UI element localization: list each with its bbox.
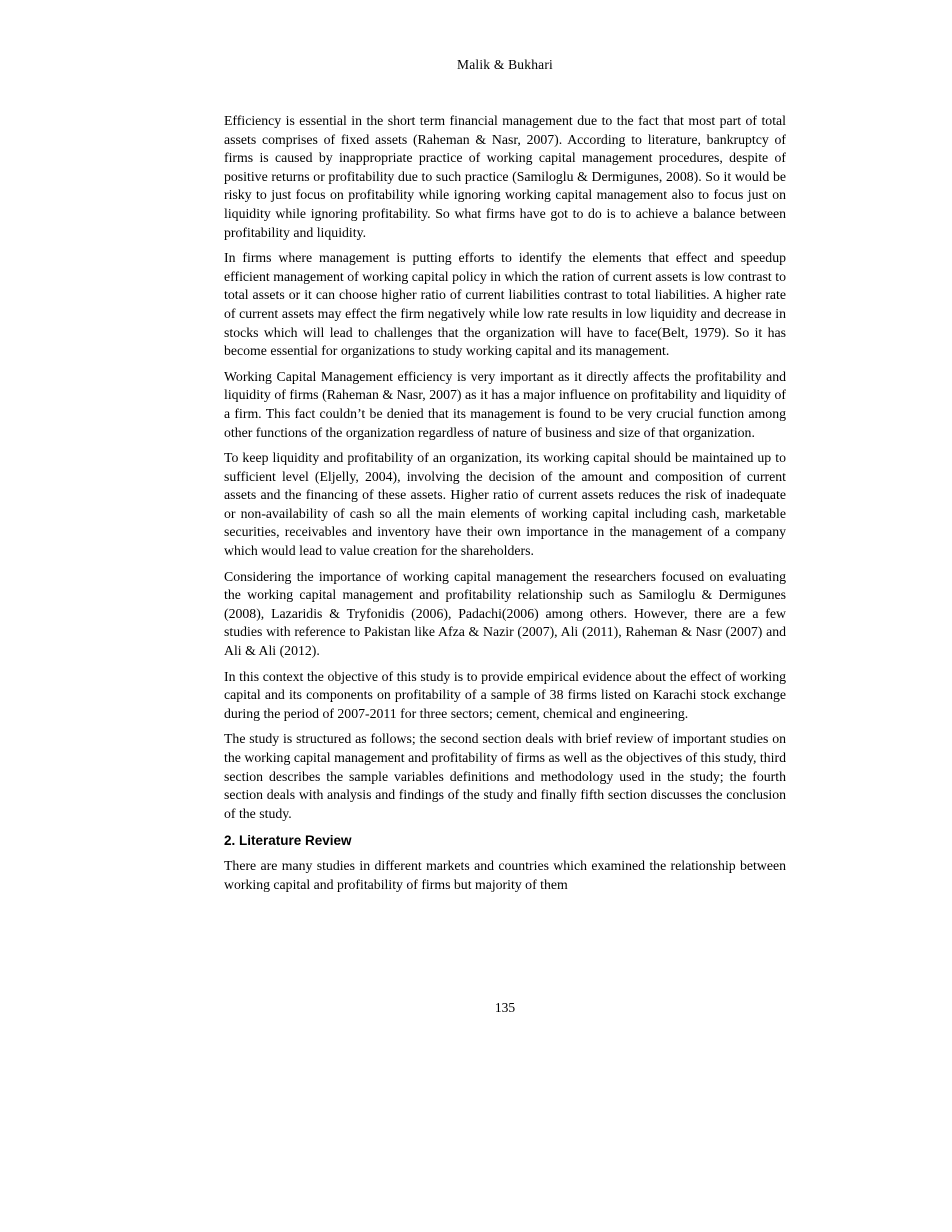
paragraph-1: Efficiency is essential in the short term financial management due to the fact that most part of total assets comprises of fixed assets (Raheman & Nasr, 2007). According to literature, bankruptcy of firms is caused by inappropriate practice of working capital management procedures, despite of positive returns or profitability due to such practice (Samiloglu & Dermigunes, 2008). So it would be risky to just focus on profitability while ignoring working capital management also to focus just on liquidity while ignoring profitability. So what firms have got to do is to achieve a balance between profitability and liquidity. <box>224 113 786 240</box>
paragraph-4: To keep liquidity and profitability of an organization, its working capital should be maintained up to sufficient level (Eljelly, 2004), involving the decision of the amount and composition of current assets and the financing of these assets. Higher ratio of current assets reduces the risk of inadequate or non-availability of cash so all the main elements of working capital including cash, marketable securities, receivables and inventory have their own importance in the management of a company which would lead to value creation for the shareholders. <box>224 450 786 559</box>
running-header: Malik & Bukhari <box>457 57 553 72</box>
paragraph-3: Working Capital Management efficiency is very important as it directly affects the profitability and liquidity of firms (Raheman & Nasr, 2007) as it has a major influence on profitability and liquidity of a firm. This fact couldn’t be denied that its management is found to be very crucial function among other functions of the organization regardless of nature of business and size of that organization. <box>224 368 786 440</box>
section-heading-literature-review: 2. Literature Review <box>224 833 352 849</box>
page-number: 135 <box>494 1000 516 1015</box>
paragraph-2: In firms where management is putting efforts to identify the elements that effect and speedup efficient management of working capital policy in which the ration of current assets is low contrast to total assets or it can choose higher ratio of current liabilities contrast to total liabilities. A higher rate of current assets may effect the firm negatively while low rate results in low liquidity and decrease in stocks which will lead to challenges that the organization will have to face(Belt, 1979). So it has become essential for organizations to study working capital and its management. <box>224 250 786 359</box>
paragraph-6: In this context the objective of this study is to provide empirical evidence about the effect of working capital and its components on profitability of a sample of 38 firms listed on Karachi stock exchange during the period of 2007-2011 for three sectors; cement, chemical and engineering. <box>224 668 786 721</box>
page-content <box>224 112 786 902</box>
paragraph-5: Considering the importance of working capital management the researchers focused on evaluating the working capital management and profitability relationship such as Samiloglu & Dermigunes (2008), Lazaridis & Tryfonidis (2006), Padachi(2006) among others. However, there are a few studies with reference to Pakistan like Afza & Nazir (2007), Ali (2011), Raheman & Nasr (2007) and Ali & Ali (2012). <box>224 568 786 659</box>
paragraph-7: The study is structured as follows; the second section deals with brief review of important studies on the working capital management and profitability of firms as well as the objectives of this study, third section describes the sample variables definitions and methodology used in the study; the fourth section deals with analysis and findings of the study and finally fifth section discusses the conclusion of the study. <box>224 731 786 821</box>
paragraph-8: There are many studies in different markets and countries which examined the relationship between working capital and profitability of firms but majority of them <box>224 858 786 892</box>
